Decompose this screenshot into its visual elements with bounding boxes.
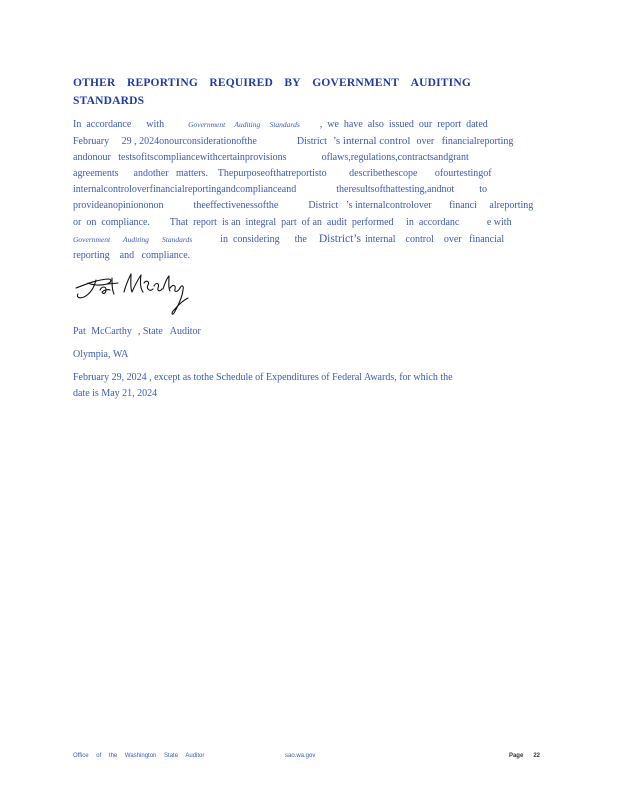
report-paragraph <box>73 117 539 264</box>
heading-line-1 <box>73 74 471 92</box>
heading-word: OTHER <box>73 77 116 89</box>
footer-website: sao.wa.gov <box>285 753 316 759</box>
footer-page <box>509 753 540 759</box>
page-label: Page <box>508 753 524 759</box>
heading-word: BY <box>284 77 301 89</box>
paragraph-line: In accordance with Government Auditing Standards , we have also issued our report dated <box>73 119 488 130</box>
footer-office: Office of the Washington State Auditor <box>73 753 205 759</box>
auditor-signature-icon <box>74 268 194 318</box>
paragraph-line: andonour testsofitscompliancewithcertainprovisions oflaws,regulations,contractsandgrant <box>73 152 469 164</box>
page-footer <box>73 753 543 765</box>
paragraph-line: provideanopiniononon theeffectivenessofthe District ’s internalcontrolover financi alreporting <box>73 200 534 212</box>
heading-line-2: STANDARDS <box>73 95 145 107</box>
paragraph-line: February 29 , 2024onourconsiderationofthe District ’s internal control over financialreporting <box>73 135 514 148</box>
auditor-name: Pat McCarthy <box>73 326 132 337</box>
heading-word: REQUIRED <box>209 77 273 89</box>
auditor-title: , State Auditor <box>137 326 201 337</box>
paragraph-line: or on compliance. That report is an integral part of an audit performed in accordanc e with <box>73 216 512 228</box>
heading-word: AUDITING <box>410 77 471 89</box>
report-date-line-2: date is May 21, 2024 <box>73 388 158 399</box>
heading-word: GOVERNMENT <box>312 77 400 89</box>
auditor-line <box>73 326 201 337</box>
auditor-location: Olympia, WA <box>73 349 129 360</box>
paragraph-line: agreements andother matters. Thepurposeofthatreportisto describethescope ofourtestingof <box>73 168 492 180</box>
paragraph-line: reporting and compliance. <box>73 249 191 261</box>
paragraph-line: Government Auditing Standards in considering the District’s internal control over financial <box>73 232 505 245</box>
paragraph-line: internalcontroloverfinancialreportingandcomplianceand theresultsofthattesting,andnot to <box>73 184 488 196</box>
section-heading <box>73 74 533 110</box>
page-number: 22 <box>533 753 540 759</box>
report-date-line-1: February 29, 2024 , except as tothe Schedule of Expenditures of Federal Awards, for which the <box>73 372 453 383</box>
heading-word: REPORTING <box>126 77 198 89</box>
